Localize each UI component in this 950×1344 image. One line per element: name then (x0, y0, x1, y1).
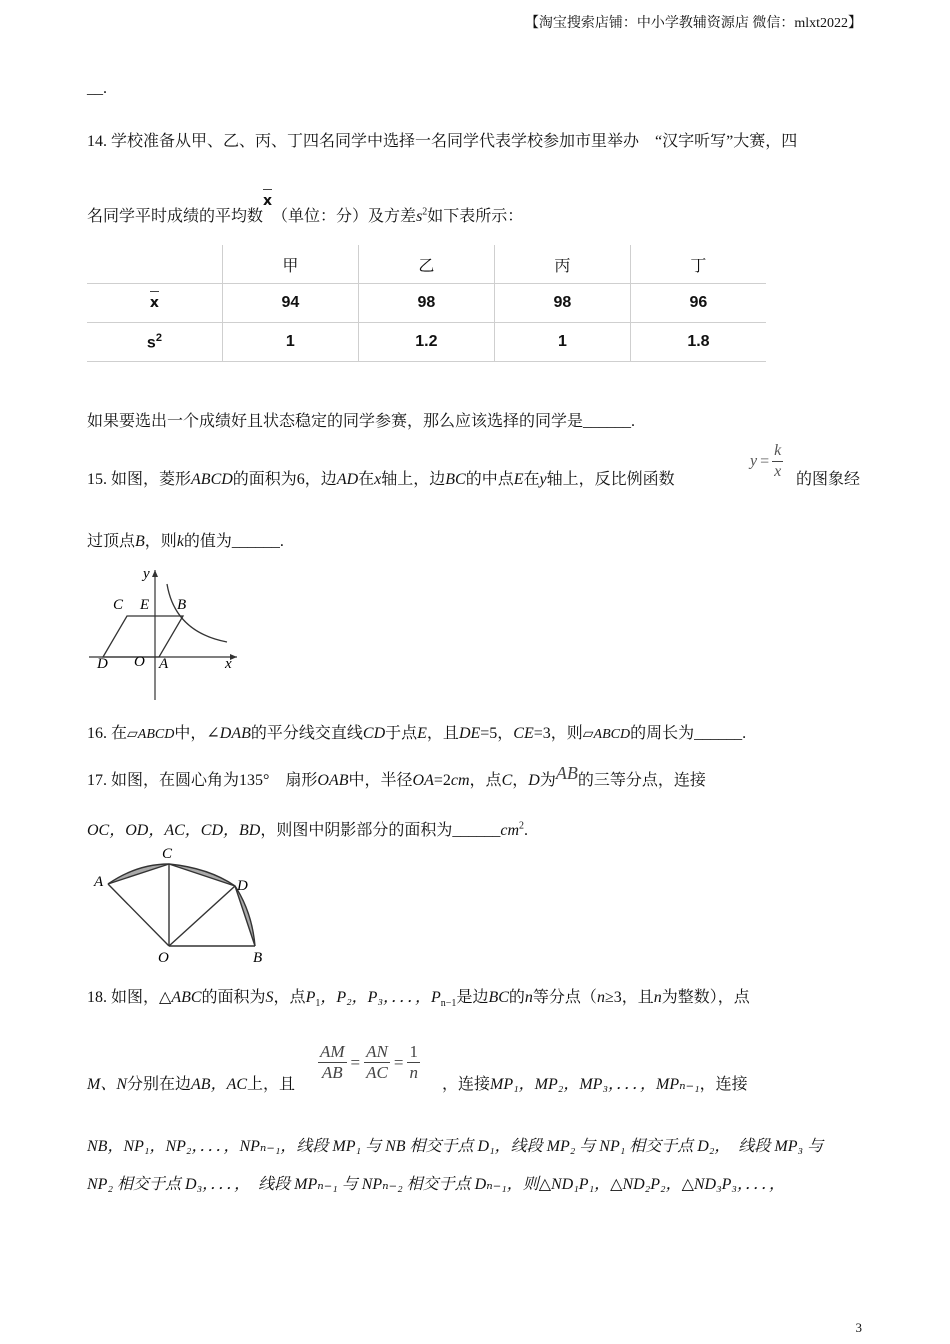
q15-line1-end: 的图象经 (796, 471, 861, 488)
table-header-cell: 乙 (358, 245, 494, 284)
fig-label: x (225, 656, 232, 672)
q14-sup: 2 (422, 206, 428, 218)
table-cell: 96 (630, 284, 766, 323)
fig-label: y (143, 566, 150, 582)
leftover-blank: __. (87, 80, 107, 97)
fig-label: B (253, 950, 263, 966)
q18-line2-a: M、N分别在边AB，AC上，且 (87, 1076, 296, 1093)
table-row-mean (87, 284, 766, 323)
q14-line1: 14. 学校准备从甲、乙、丙、丁四名同学中选择一名同学代表学校参加市里举办 “汉字听写”大赛，四 (87, 133, 798, 150)
fig-label: D (237, 878, 248, 894)
row-label-variance: $s^2$ (87, 323, 222, 362)
q15-line1: 15. 如图，菱形ABCD的面积为6，边AD在x轴上，边BC的中点E在y轴上，反比例函数 (87, 471, 675, 488)
table-cell: 94 (222, 284, 358, 323)
q14-s: s (416, 208, 423, 225)
table-cell: 1.8 (630, 323, 766, 362)
table-cell: 1 (222, 323, 358, 362)
table-header-cell: 丙 (494, 245, 630, 284)
fig-label: A (94, 874, 104, 890)
q17-line2: OC，OD，AC，CD，BD，则图中阴影部分的面积为$\_\_\_\_\_\_cm^2$. (87, 820, 529, 839)
q14-question: 如果要选出一个成绩好且状态稳定的同学参赛，那么应该选择的同学是______. (87, 413, 636, 430)
q18-line1: 18. 如图，△ABC的面积为S，点$P_1$，P₂，P₃，．．．，$P_{n-1}$是边BC的n等分点（n≥3，且n为整数），点 (87, 989, 750, 1010)
score-table (87, 245, 766, 362)
q14-text-c: 如下表所示： (427, 208, 524, 225)
fig-label: D (97, 656, 108, 672)
arc-ab: AB (555, 763, 578, 783)
table-cell: 98 (494, 284, 630, 323)
table-row-variance (87, 323, 766, 362)
table-cell: 98 (358, 284, 494, 323)
table-header-cell: 甲 (222, 245, 358, 284)
page-number: 3 (855, 1320, 862, 1335)
table-cell: 1 (494, 323, 630, 362)
q18-line2-b: ，连接MP₁，MP₂，MP₃，．．．，MPₙ₋₁，连接 (442, 1076, 748, 1093)
fig-label: A (159, 656, 169, 672)
sector-figure (87, 842, 277, 967)
q18-line3: NB，NP₁，NP₂，．．．，NPₙ₋₁，线段 MP₁ 与 NB 相交于点 D₁，线段 MP₂ 与 NP₁ 相交于点 D₂， 线段 MP₃ 与 (87, 1138, 824, 1155)
page-header: 【淘宝搜索店铺：中小学教辅资源店 微信：mlxt2022】 (524, 16, 862, 31)
q14-text-b: （单位：分）及方差 (272, 208, 417, 225)
fig-label: E (140, 597, 150, 613)
q18-line4: NP₂ 相交于点 D₃，．．．， 线段 MPₙ₋₁ 与 NPₙ₋₂ 相交于点 Dₙ₋₁，则△ND₁P₁，△ND₂P₂，△ND₃P₃，．．．， (87, 1176, 785, 1193)
q15-line2: 过顶点B，则k的值为______. (87, 533, 284, 550)
table-header-cell (87, 245, 222, 284)
fig-label: O (134, 654, 145, 670)
fig-label: O (158, 950, 169, 966)
row-label-mean: x (87, 284, 222, 323)
fig-label: C (113, 597, 124, 613)
q14-text-a: 名同学平时成绩的平均数 (87, 208, 264, 225)
q14-mean-symbol: x (263, 193, 273, 209)
table-header-row (87, 245, 766, 284)
rhombus-hyperbola-figure (87, 562, 247, 702)
q14-line2 (87, 193, 524, 226)
q18-ratio-fractions: $\frac{AM}{AB}$ = $\frac{AN}{AC}$ = $\frac{1}{n}$ (320, 1042, 418, 1082)
fig-label: B (177, 597, 187, 613)
fig-label: C (162, 846, 173, 862)
table-cell: 1.2 (358, 323, 494, 362)
q16-line: 16. 在▱ABCD中，∠DAB的平分线交直线CD于点E，且DE=5，CE=3，则▱ABCD的周长为______. (87, 725, 747, 742)
table-header-cell: 丁 (630, 245, 766, 284)
function-fraction: $\frac{k}{x}$ (774, 442, 782, 480)
q15-function: y = $\frac{k}{x}$ (750, 442, 782, 480)
q17-line1: 17. 如图，在圆心角为135° 扇形OAB中，半径OA=2cm，点C，D为AB的三等分点，连接 (87, 763, 706, 789)
